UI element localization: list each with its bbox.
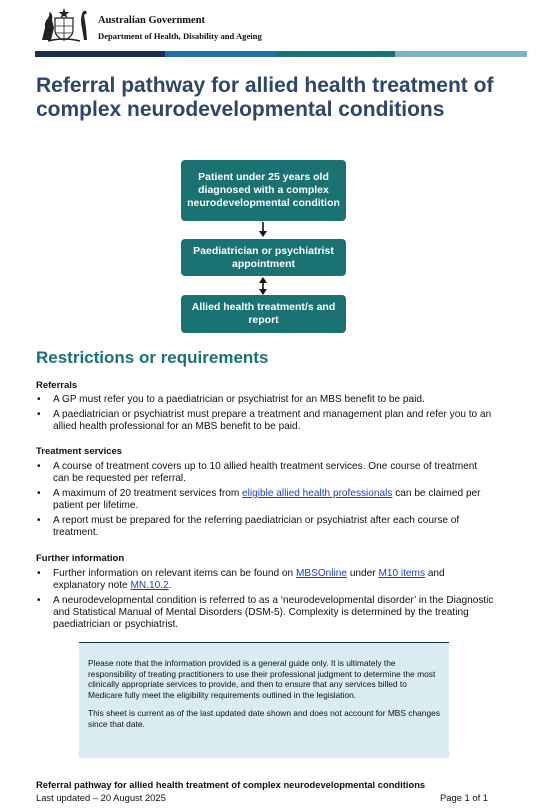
rule-segment-light-blue	[395, 51, 527, 57]
referrals-heading: Referrals	[36, 380, 78, 391]
referrals-list	[36, 394, 496, 436]
further-info-list	[36, 568, 496, 634]
flow-box-allied-health: Allied health treatment/s and report	[181, 295, 346, 333]
disclaimer-note	[79, 642, 449, 758]
further-information-heading: Further information	[36, 553, 125, 564]
flow-box-patient: Patient under 25 years old diagnosed with a complex neurodevelopmental condition	[181, 160, 346, 221]
treatment-services-heading: Treatment services	[36, 446, 123, 457]
restrictions-heading: Restrictions or requirements	[36, 348, 269, 367]
arrow-down-icon	[257, 222, 269, 238]
currency-paragraph: This sheet is current as of the last updated date shown and does not account for MBS changes since that date.	[88, 707, 440, 729]
flow-box-specialist: Paediatrician or psychiatrist appointment	[181, 239, 346, 276]
list-item: • A maximum of 20 treatment services from eligible allied health professionals can be claimed per patient per lifetime.	[37, 488, 481, 511]
coat-of-arms-icon	[36, 6, 92, 44]
rule-segment-blue	[165, 51, 275, 57]
rule-segment-navy	[35, 51, 165, 57]
footer-title: Referral pathway for allied health treatment of complex neurodevelopmental conditions	[36, 779, 426, 790]
mbsonline-link[interactable]: MBSOnline	[295, 568, 348, 579]
treatment-list	[36, 461, 496, 542]
list-item: • A neurodevelopmental condition is referred to as a ‘neurodevelopmental disorder’ in the Diagnostic and Statistical Manual of Mental Disorders (DSM-5). Complexity is determined by the treating paediatrician or psychiatrist.	[37, 595, 494, 630]
eligible-professionals-link[interactable]: eligible allied health professionals	[242, 488, 393, 499]
page-title: Referral pathway for allied health treatment of complex neurodevelopmental conditions	[36, 74, 494, 121]
list-item: • A GP must refer you to a paediatrician or psychiatrist for an MBS benefit to be paid.	[37, 394, 425, 405]
list-item: • A course of treatment covers up to 10 allied health treatment services. One course of treatment can be requested per referral.	[37, 461, 478, 484]
mn-10-2-link[interactable]: MN.10.2	[130, 580, 169, 591]
department-name: Department of Health, Disability and Ageing	[98, 31, 262, 41]
list-item: • Further information on relevant items can be found on MBSOnline under M10 items and explanatory note MN.10.2.	[37, 568, 445, 591]
double-arrow-icon	[257, 277, 269, 295]
page-number: Page 1 of 1	[440, 792, 488, 803]
list-item: • A paediatrician or psychiatrist must prepare a treatment and management plan and refer you to an allied health professional for an MBS benefit to be paid.	[37, 409, 492, 432]
m10-items-link[interactable]: M10 items	[378, 568, 426, 579]
page-header	[36, 6, 506, 46]
last-updated: Last updated – 20 August 2025	[36, 792, 166, 803]
header-color-rule	[35, 51, 527, 57]
government-name: Australian Government	[98, 15, 206, 26]
rule-segment-teal	[275, 51, 395, 57]
disclaimer-paragraph: Please note that the information provided is a general guide only. It is ultimately the responsibility of treating practitioners to use their professional judgment to determine the most clinically appropriate services to provide, and then to ensure that any services billed to Medicare fully meet the eligibility requirements outlined in the legislation.	[88, 658, 436, 701]
list-item: • A report must be prepared for the referring paediatrician or psychiatrist after each course of treatment.	[37, 515, 460, 538]
